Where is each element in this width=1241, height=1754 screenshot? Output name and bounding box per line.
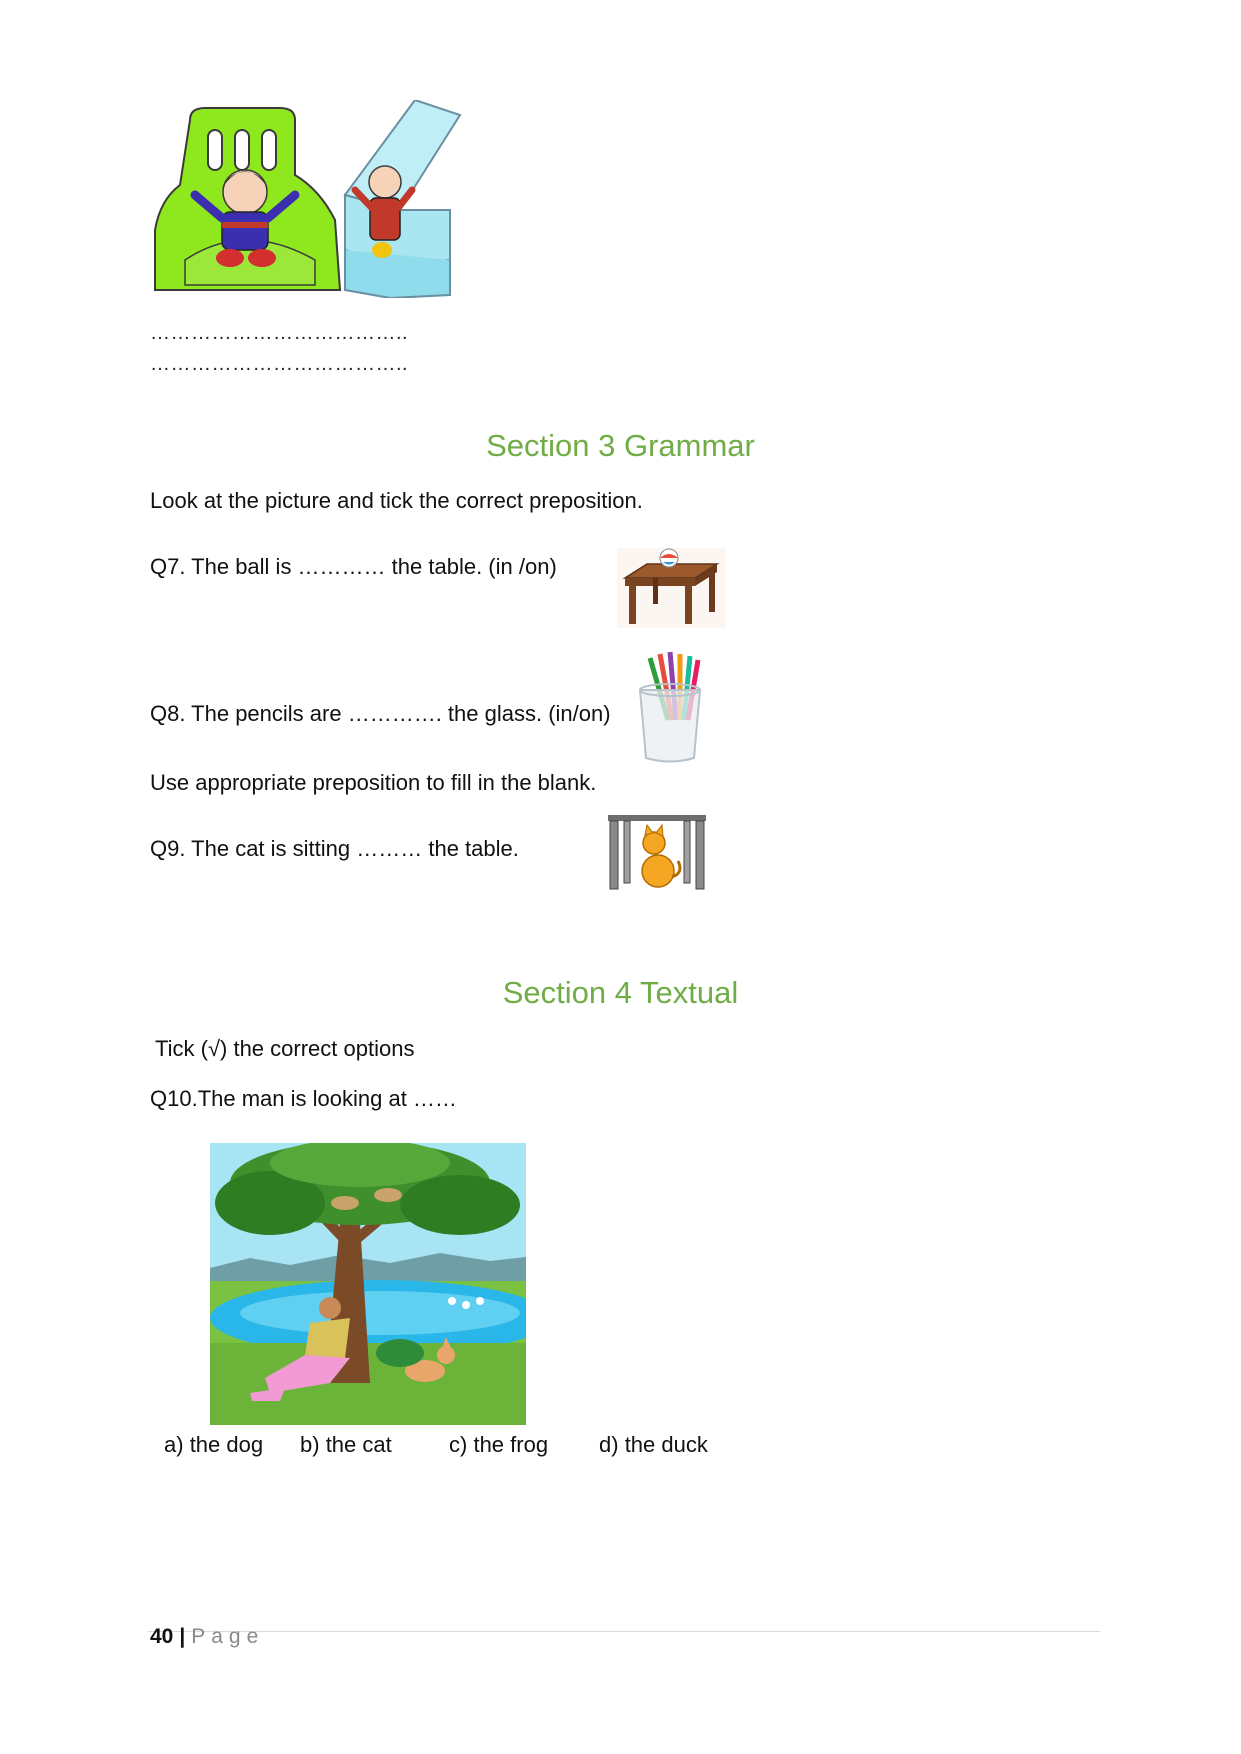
question-10: Q10.The man is looking at …… <box>150 1086 457 1111</box>
option-c-text: the frog <box>473 1432 549 1457</box>
option-a[interactable] <box>164 1432 263 1458</box>
question-7: Q7. The ball is ………… the table. (in /on) <box>150 554 557 579</box>
dolls-illustration <box>150 100 510 298</box>
option-b[interactable] <box>300 1432 392 1458</box>
footer-divider <box>148 1631 1100 1632</box>
ball-on-table-image <box>617 548 725 628</box>
question-9: Q9. The cat is sitting ……… the table. <box>150 836 519 861</box>
option-d[interactable] <box>599 1432 708 1458</box>
page-footer <box>150 1623 264 1650</box>
option-c-letter: c) <box>449 1432 468 1457</box>
pencils-in-glass-image <box>630 650 710 765</box>
option-b-text: the cat <box>325 1432 392 1457</box>
answer-line-1[interactable]: ……………………………….. <box>150 322 409 344</box>
option-a-letter: a) <box>164 1432 184 1457</box>
page-number: 40 <box>150 1625 174 1648</box>
section-4-instruction: Tick (√) the correct options <box>155 1036 415 1061</box>
cat-under-table-image <box>604 813 710 891</box>
section-4-title: Section 4 Textual <box>502 975 739 1010</box>
page-label: Page <box>191 1625 265 1648</box>
question-8: Q8. The pencils are …………. the glass. (in/on) <box>150 701 611 726</box>
section-3-title: Section 3 Grammar <box>486 428 755 463</box>
option-c[interactable] <box>449 1432 548 1458</box>
option-b-letter: b) <box>300 1432 320 1457</box>
man-under-tree-image <box>210 1143 526 1425</box>
option-a-text: the dog <box>189 1432 264 1457</box>
section-3-instruction: Look at the picture and tick the correct preposition. <box>150 488 643 513</box>
footer-separator: | <box>179 1625 186 1648</box>
option-d-text: the duck <box>624 1432 708 1457</box>
option-d-letter: d) <box>599 1432 619 1457</box>
section-3-instruction-2: Use appropriate preposition to fill in the blank. <box>150 770 597 795</box>
answer-line-2[interactable]: ……………………………….. <box>150 353 409 375</box>
